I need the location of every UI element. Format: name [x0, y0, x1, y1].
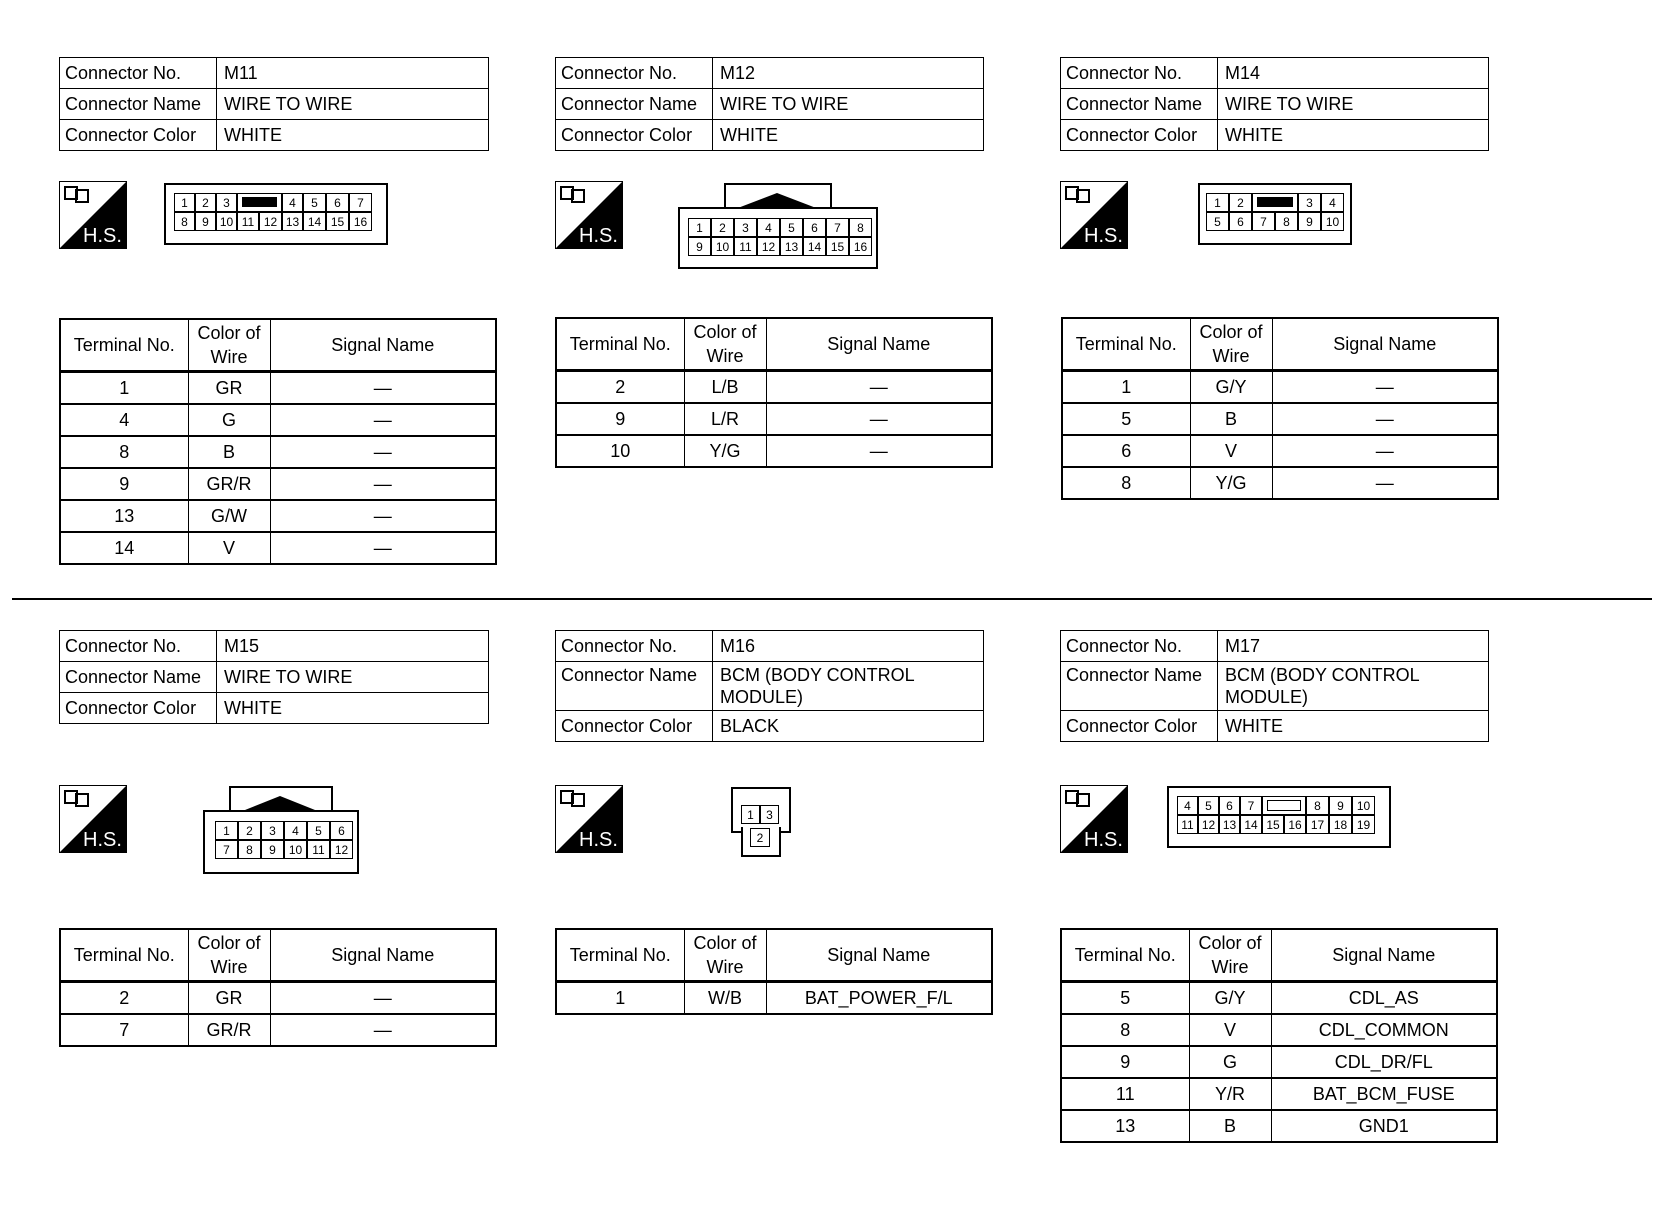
- table-cell: Y/G: [684, 435, 766, 467]
- header-color-of-wire: Color of Wire: [188, 319, 270, 372]
- hs-label: H.S.: [1084, 829, 1123, 851]
- pin: 5: [1198, 796, 1219, 815]
- table-cell: CDL_DR/FL: [1271, 1046, 1497, 1078]
- table-cell: —: [270, 982, 496, 1015]
- pin: 1: [1206, 193, 1229, 212]
- table-cell: W/B: [684, 982, 766, 1015]
- table-cell: 5: [1061, 982, 1189, 1015]
- header-color-of-wire: Color of Wire: [684, 318, 766, 371]
- table-cell: 13: [60, 500, 188, 532]
- table-cell: 2: [556, 371, 684, 404]
- header-color-of-wire: Color of Wire: [188, 929, 270, 982]
- label-connector-name: Connector Name: [556, 662, 713, 711]
- pin: 8: [1275, 212, 1298, 231]
- connector-info-m16: [555, 630, 984, 742]
- pin: 10: [1321, 212, 1344, 231]
- label-connector-no: Connector No.: [556, 631, 713, 662]
- connector-name-value: WIRE TO WIRE: [217, 662, 489, 693]
- table-cell: 9: [60, 468, 188, 500]
- header-terminal-no: Terminal No.: [60, 929, 188, 982]
- header-terminal-no: Terminal No.: [1062, 318, 1190, 371]
- connector-face-m14: [1198, 183, 1352, 245]
- table-cell: 9: [1061, 1046, 1189, 1078]
- table-row: [1061, 1078, 1497, 1110]
- pin: 3: [216, 193, 237, 212]
- pin: 8: [174, 212, 195, 231]
- pin: 4: [1177, 796, 1198, 815]
- table-cell: 8: [1062, 467, 1190, 499]
- connector-no-value: M12: [713, 58, 984, 89]
- pin: 10: [284, 840, 307, 859]
- header-signal-name: Signal Name: [270, 319, 496, 372]
- table-cell: Y/R: [1189, 1078, 1271, 1110]
- pin: 2: [750, 828, 770, 847]
- label-connector-color: Connector Color: [1061, 711, 1218, 742]
- pin: 6: [1219, 796, 1240, 815]
- header-signal-name: Signal Name: [1272, 318, 1498, 371]
- connector-info-m11: [59, 57, 489, 151]
- connector-no-value: M11: [217, 58, 489, 89]
- table-cell: 11: [1061, 1078, 1189, 1110]
- header-terminal-no: Terminal No.: [60, 319, 188, 372]
- label-connector-no: Connector No.: [1061, 58, 1218, 89]
- label-connector-name: Connector Name: [1061, 89, 1218, 120]
- pin: 9: [1329, 796, 1352, 815]
- connector-no-value: M14: [1218, 58, 1489, 89]
- pin: 8: [1306, 796, 1329, 815]
- table-cell: —: [270, 372, 496, 405]
- pin: 5: [303, 193, 326, 212]
- pin: 10: [216, 212, 237, 231]
- connector-color-value: WHITE: [713, 120, 984, 151]
- harness-side-icon: [1060, 181, 1128, 249]
- table-cell: 9: [556, 403, 684, 435]
- pin: 14: [803, 237, 826, 256]
- pin: 8: [238, 840, 261, 859]
- header-terminal-no: Terminal No.: [1061, 929, 1189, 982]
- pin: 5: [1206, 212, 1229, 231]
- table-cell: 2: [60, 982, 188, 1015]
- connector-info-m12: [555, 57, 984, 151]
- pin: 12: [1198, 815, 1219, 834]
- table-cell: GR/R: [188, 468, 270, 500]
- pin: 11: [734, 237, 757, 256]
- table-row: [1061, 1014, 1497, 1046]
- header-signal-name: Signal Name: [270, 929, 496, 982]
- terminal-table-m14: [1061, 317, 1499, 500]
- table-cell: CDL_COMMON: [1271, 1014, 1497, 1046]
- pin: 4: [284, 821, 307, 840]
- table-row: [60, 500, 496, 532]
- pin: 7: [349, 193, 372, 212]
- terminal-table-m16: [555, 928, 993, 1015]
- pin: 14: [303, 212, 326, 231]
- table-cell: —: [270, 404, 496, 436]
- pin: 4: [1321, 193, 1344, 212]
- connector-color-value: WHITE: [217, 120, 489, 151]
- table-row: [60, 468, 496, 500]
- table-row: [60, 372, 496, 405]
- pin: 6: [330, 821, 353, 840]
- table-cell: 1: [1062, 371, 1190, 404]
- table-cell: —: [270, 532, 496, 564]
- hs-label: H.S.: [83, 829, 122, 851]
- harness-side-icon: [59, 181, 127, 249]
- pin: 7: [826, 218, 849, 237]
- label-connector-color: Connector Color: [556, 120, 713, 151]
- label-connector-name: Connector Name: [556, 89, 713, 120]
- pin: 5: [307, 821, 330, 840]
- terminal-table-m15: [59, 928, 497, 1047]
- connector-no-value: M16: [713, 631, 984, 662]
- table-cell: 6: [1062, 435, 1190, 467]
- connector-color-value: WHITE: [1218, 120, 1489, 151]
- table-cell: —: [1272, 371, 1498, 404]
- pin: 2: [238, 821, 261, 840]
- terminal-table-m12: [555, 317, 993, 468]
- pin: 13: [1219, 815, 1240, 834]
- table-cell: GR: [188, 982, 270, 1015]
- table-cell: GR/R: [188, 1014, 270, 1046]
- label-connector-name: Connector Name: [1061, 662, 1218, 711]
- pin: 7: [215, 840, 238, 859]
- table-cell: B: [188, 436, 270, 468]
- table-cell: Y/G: [1190, 467, 1272, 499]
- pin: 15: [1262, 815, 1284, 834]
- pin: 11: [1177, 815, 1198, 834]
- pin: 3: [760, 805, 779, 824]
- pin: 1: [215, 821, 238, 840]
- terminal-table-m11: [59, 318, 497, 565]
- header-signal-name: Signal Name: [766, 318, 992, 371]
- connector-name-value: BCM (BODY CONTROL MODULE): [713, 662, 984, 711]
- connector-color-value: WHITE: [217, 693, 489, 724]
- pin: 3: [261, 821, 284, 840]
- pin: 7: [1252, 212, 1275, 231]
- pin: 7: [1240, 796, 1262, 815]
- table-row: [1062, 403, 1498, 435]
- table-cell: 1: [556, 982, 684, 1015]
- connector-face-m11: [164, 183, 388, 245]
- header-color-of-wire: Color of Wire: [1190, 318, 1272, 371]
- table-row: [1061, 1110, 1497, 1142]
- header-terminal-no: Terminal No.: [556, 318, 684, 371]
- connector-info-m17: [1060, 630, 1489, 742]
- connector-info-m14: [1060, 57, 1489, 151]
- pin: 6: [326, 193, 349, 212]
- pin: 4: [282, 193, 303, 212]
- pin: 11: [307, 840, 330, 859]
- table-cell: 1: [60, 372, 188, 405]
- table-cell: B: [1189, 1110, 1271, 1142]
- connector-face-m17: [1167, 786, 1391, 848]
- table-cell: —: [1272, 403, 1498, 435]
- pin: 14: [1240, 815, 1262, 834]
- table-cell: —: [766, 371, 992, 404]
- table-cell: —: [1272, 467, 1498, 499]
- table-cell: —: [1272, 435, 1498, 467]
- key-slot: [237, 193, 282, 212]
- label-connector-no: Connector No.: [1061, 631, 1218, 662]
- connector-name-value: WIRE TO WIRE: [713, 89, 984, 120]
- pin: 2: [195, 193, 216, 212]
- pin: 9: [688, 237, 711, 256]
- table-row: [60, 532, 496, 564]
- pin: 12: [330, 840, 353, 859]
- pin: 8: [849, 218, 872, 237]
- pin: 12: [757, 237, 780, 256]
- pin: 9: [195, 212, 216, 231]
- table-cell: —: [270, 1014, 496, 1046]
- pin: 4: [757, 218, 780, 237]
- table-cell: 7: [60, 1014, 188, 1046]
- label-connector-no: Connector No.: [60, 58, 217, 89]
- table-cell: 5: [1062, 403, 1190, 435]
- table-cell: G/W: [188, 500, 270, 532]
- pin: 13: [780, 237, 803, 256]
- table-cell: G: [188, 404, 270, 436]
- pin: 18: [1329, 815, 1352, 834]
- table-row: [60, 1014, 496, 1046]
- table-cell: GND1: [1271, 1110, 1497, 1142]
- pin: 11: [237, 212, 259, 231]
- label-connector-name: Connector Name: [60, 662, 217, 693]
- harness-side-icon: [59, 785, 127, 853]
- table-row: [60, 436, 496, 468]
- pin: 3: [1298, 193, 1321, 212]
- pin: 2: [1229, 193, 1252, 212]
- section-divider: [12, 598, 1652, 600]
- header-signal-name: Signal Name: [1271, 929, 1497, 982]
- connector-face-m12: [678, 183, 878, 269]
- connector-color-value: BLACK: [713, 711, 984, 742]
- hs-label: H.S.: [83, 225, 122, 247]
- table-row: [1062, 435, 1498, 467]
- table-row: [60, 982, 496, 1015]
- hs-label: H.S.: [579, 829, 618, 851]
- pin: 12: [259, 212, 282, 231]
- connector-no-value: M15: [217, 631, 489, 662]
- table-row: [1061, 982, 1497, 1015]
- header-color-of-wire: Color of Wire: [684, 929, 766, 982]
- hs-label: H.S.: [579, 225, 618, 247]
- table-cell: GR: [188, 372, 270, 405]
- header-terminal-no: Terminal No.: [556, 929, 684, 982]
- table-cell: —: [766, 403, 992, 435]
- table-cell: V: [1189, 1014, 1271, 1046]
- table-cell: CDL_AS: [1271, 982, 1497, 1015]
- table-cell: BAT_POWER_F/L: [766, 982, 992, 1015]
- pin: 10: [711, 237, 734, 256]
- pin: 1: [741, 805, 760, 824]
- table-row: [556, 403, 992, 435]
- table-cell: L/R: [684, 403, 766, 435]
- key-slot: [1252, 193, 1298, 212]
- table-cell: BAT_BCM_FUSE: [1271, 1078, 1497, 1110]
- pin: 16: [849, 237, 872, 256]
- table-cell: 13: [1061, 1110, 1189, 1142]
- label-connector-no: Connector No.: [556, 58, 713, 89]
- table-cell: 4: [60, 404, 188, 436]
- table-cell: —: [766, 435, 992, 467]
- connector-face-m16: [731, 787, 795, 862]
- pin: 16: [1284, 815, 1306, 834]
- pin: 17: [1306, 815, 1329, 834]
- pin: 1: [688, 218, 711, 237]
- header-signal-name: Signal Name: [766, 929, 992, 982]
- table-cell: —: [270, 436, 496, 468]
- header-color-of-wire: Color of Wire: [1189, 929, 1271, 982]
- hs-label: H.S.: [1084, 225, 1123, 247]
- connector-no-value: M17: [1218, 631, 1489, 662]
- label-connector-color: Connector Color: [1061, 120, 1218, 151]
- pin: 6: [1229, 212, 1252, 231]
- connector-name-value: WIRE TO WIRE: [1218, 89, 1489, 120]
- table-row: [60, 404, 496, 436]
- connector-face-m15: [203, 786, 363, 874]
- table-cell: L/B: [684, 371, 766, 404]
- table-row: [556, 435, 992, 467]
- key-slot: [1262, 796, 1306, 815]
- table-cell: V: [188, 532, 270, 564]
- table-cell: —: [270, 468, 496, 500]
- table-row: [1062, 371, 1498, 404]
- pin: 19: [1352, 815, 1375, 834]
- label-connector-name: Connector Name: [60, 89, 217, 120]
- table-row: [556, 982, 992, 1015]
- table-cell: 10: [556, 435, 684, 467]
- table-cell: 8: [60, 436, 188, 468]
- pin: 15: [326, 212, 349, 231]
- table-cell: V: [1190, 435, 1272, 467]
- table-cell: G: [1189, 1046, 1271, 1078]
- table-row: [1061, 1046, 1497, 1078]
- table-cell: 8: [1061, 1014, 1189, 1046]
- label-connector-color: Connector Color: [60, 693, 217, 724]
- connector-color-value: WHITE: [1218, 711, 1489, 742]
- harness-side-icon: [555, 785, 623, 853]
- pin: 3: [734, 218, 757, 237]
- table-row: [1062, 467, 1498, 499]
- connector-name-value: WIRE TO WIRE: [217, 89, 489, 120]
- pin: 5: [780, 218, 803, 237]
- table-cell: B: [1190, 403, 1272, 435]
- connector-name-value: BCM (BODY CONTROL MODULE): [1218, 662, 1489, 711]
- table-cell: G/Y: [1190, 371, 1272, 404]
- label-connector-color: Connector Color: [60, 120, 217, 151]
- pin: 6: [803, 218, 826, 237]
- table-cell: —: [270, 500, 496, 532]
- harness-side-icon: [1060, 785, 1128, 853]
- harness-side-icon: [555, 181, 623, 249]
- table-cell: 14: [60, 532, 188, 564]
- pin: 2: [711, 218, 734, 237]
- pin: 10: [1352, 796, 1375, 815]
- label-connector-no: Connector No.: [60, 631, 217, 662]
- pin: 9: [261, 840, 284, 859]
- pin: 13: [282, 212, 303, 231]
- pin: 1: [174, 193, 195, 212]
- pin: 9: [1298, 212, 1321, 231]
- connector-info-m15: [59, 630, 489, 724]
- table-cell: G/Y: [1189, 982, 1271, 1015]
- terminal-table-m17: [1060, 928, 1498, 1143]
- pin: 16: [349, 212, 372, 231]
- pin: 15: [826, 237, 849, 256]
- table-row: [556, 371, 992, 404]
- label-connector-color: Connector Color: [556, 711, 713, 742]
